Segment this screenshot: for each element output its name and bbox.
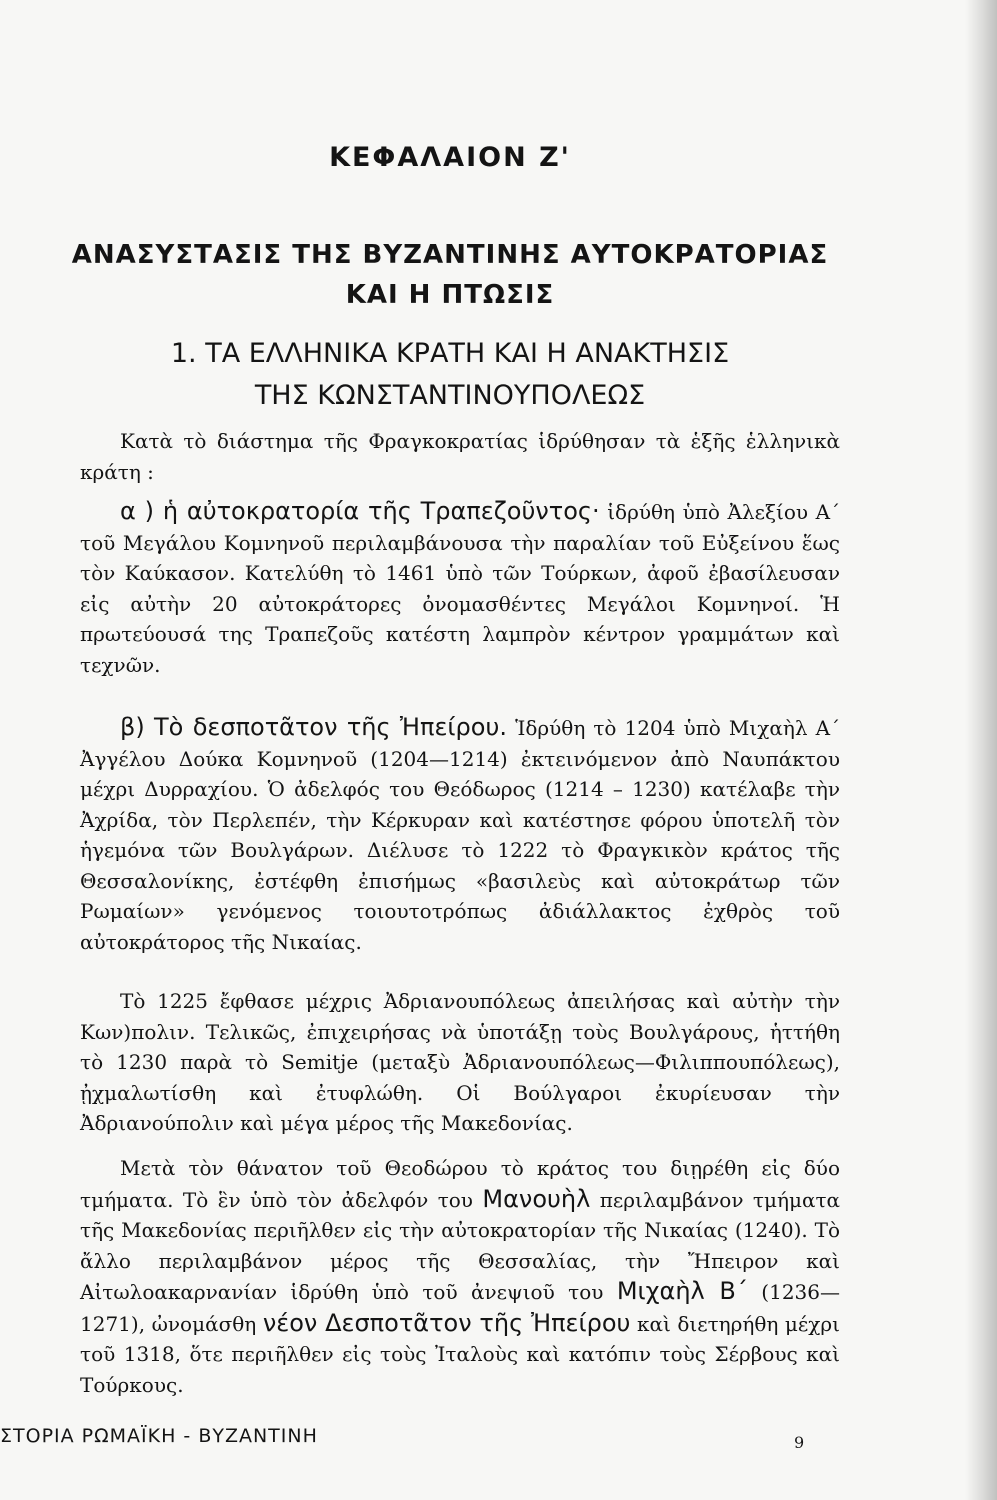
page-footer: ΣΤΟΡΙΑ ΡΩΜΑΪΚΗ - ΒΥΖΑΝΤΙΝΗ [0,1425,318,1447]
chapter-heading: ΚΕΦΑΛΑΙΟΝ Ζ' [329,142,571,173]
paragraph-epirus-lead: β) Τὸ δεσποτᾶτον τῆς Ἠπείρου. [120,713,507,741]
paragraph-adrianople: Τὸ 1225 ἔφθασε μέχρις Ἀδριανουπόλεως ἀπειλήσας καὶ αὐτὴν τὴν Κων)πολιν. Τελικῶς, ἐπιχειρήσας νὰ ὑποτάξῃ τοὺς Βουλγάρους, ἡττήθη τὸ 1230 παρὰ τὸ Semitje (μεταξὺ Ἀδριανουπόλεως—Φιλιππουπόλεως), ᾐχμαλωτίσθη καὶ ἐτυφλώθη. Οἱ Βούλγαροι ἐκυρίευσαν τὴν Ἀδριανούπολιν καὶ μέγα μέρος τῆς Μακεδονίας. [80,989,840,1135]
name-manuel: Μανουὴλ [482,1184,591,1213]
paragraph-trebizond [80,496,840,680]
paragraph-division-text-1: Μετὰ τὸν θάνατον τοῦ Θεοδώρου τὸ κράτος του διῃρέθη εἰς δύο τμήματα. Τὸ ἓν ὑπὸ τὸν ἀδελφόν του [80,1156,840,1212]
name-michael-ii: Μιχαὴλ Β΄ [616,1277,748,1305]
intro-paragraph: Κατὰ τὸ διάστημα τῆς Φραγκοκρατίας ἱδρύθησαν τὰ ἑξῆς ἑλληνικὰ κράτη : [80,429,840,484]
paragraph-division-text-4: καὶ διετηρήθη μέχρι τοῦ 1318, ὅτε περιῆλθεν εἰς τοὺς Ἰταλοὺς καὶ κατόπιν τοὺς Σέρβους καὶ Τούρκους. [80,1311,840,1397]
paragraph-division-text-3: (1236—1271), ὠνομάσθη [80,1280,840,1336]
paragraph-trebizond-body: ἱδρύθη ὑπὸ Ἀλεξίου Α΄ τοῦ Μεγάλου Κομνηνοῦ περιλαμβάνουσα τὴν παραλίαν τοῦ Εὐξείνου ἕως τὸν Καύκασον. Κατελύθη τὸ 1461 ὑπὸ τῶν Τούρκων, ἀφοῦ ἐβασίλευσαν εἰς αὐτὴν 20 αὐτοκράτορες ὀνομασθέντες Μεγάλοι Κομνηνοί. Ἡ πρωτεύουσά της Τραπεζοῦς κατέστη λαμπρὸν κέντρον γραμμάτων καὶ τεχνῶν. [80,500,841,677]
paragraph-division-text-2: περιλαμβάνον τμήματα τῆς Μακεδονίας περιῆλθεν εἰς τὴν αὐτοκρατορίαν τῆς Νικαίας (1240). Τὸ ἄλλο περιλαμβάνον μέρος τῆς Θεσσαλίας, τὴν Ἤπειρον καὶ Αἰτωλοακαρνανίαν ἱδρύθη ὑπὸ τοῦ ἀνεψιοῦ του [80,1187,841,1304]
main-title-line-1: ΑΝΑΣΥΣΤΑΣΙΣ ΤΗΣ ΒΥΖΑΝΤΙΝΗΣ ΑΥΤΟΚΡΑΤΟΡΙΑΣ [71,240,829,270]
name-new-despotate: νέον Δεσποτᾶτον τῆς Ἠπείρου [262,1308,631,1337]
section-title-line-1: 1. ΤΑ ΕΛΛΗΝΙΚΑ ΚΡΑΤΗ ΚΑΙ Η ΑΝΑΚΤΗΣΙΣ [170,338,730,369]
main-title-line-2: ΚΑΙ Η ΠΤΩΣΙΣ [345,280,555,310]
paragraph-division [80,1153,840,1400]
page-edge-shadow [965,0,997,1500]
paragraph-epirus-body: Ἱδρύθη τὸ 1204 ὑπὸ Μιχαὴλ Α΄ Ἀγγέλου Δούκα Κομνηνοῦ (1204—1214) ἐκτεινόμενον ἀπὸ Ναυπάκτου μέχρι Δυρραχίου. Ὁ ἀδελφός του Θεόδωρος (1214 – 1230) κατέλαβε τὴν Ἀχρίδα, τὸν Περλεπέν, τὴν Κέρκυραν καὶ κατέστησε φόρου ὑποτελῆ τὸν ἡγεμόνα τῶν Βουλγάρων. Διέλυσε τὸ 1222 τὸ Φραγκικὸν κράτος τῆς Θεσσαλονίκης, ἐστέφθη ἐπισήμως «βασιλεὺς καὶ αὐτοκράτωρ τῶν Ρωμαίων» γενόμενος τοιουτοτρόπως ἀδιάλλακτος ἐχθρὸς τοῦ αὐτοκράτορος τῆς Νικαίας. [80,716,841,954]
page-number: 9 [794,1433,805,1452]
paragraph-epirus [80,712,840,957]
paragraph-trebizond-lead: α ) ἡ αὐτοκρατορία τῆς Τραπεζοῦντος· [120,497,600,525]
section-title-line-2: ΤΗΣ ΚΩΝΣΤΑΝΤΙΝΟΥΠΟΛΕΩΣ [254,380,646,411]
